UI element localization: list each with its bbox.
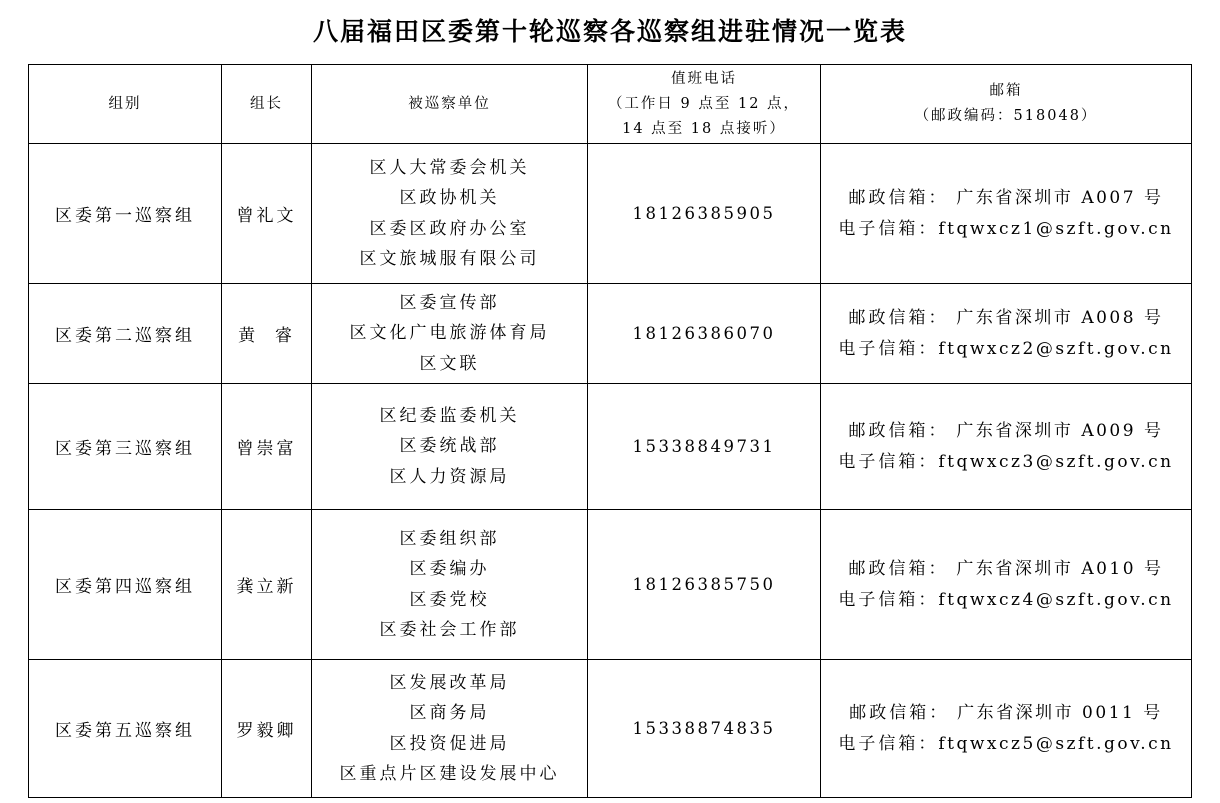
table-row [29,660,1192,798]
group-name: 区委第三巡察组 [29,384,222,510]
inspected-unit: 区委社会工作部 [379,620,520,640]
table-row [29,284,1192,384]
inspected-unit: 区重点片区建设发展中心 [339,764,560,784]
duty-phone: 18126385905 [588,144,821,284]
inspected-unit: 区委编办 [409,559,490,579]
inspected-unit: 区人力资源局 [389,466,510,487]
inspected-units [312,384,588,510]
email-address: ftqwxcz3@szft.gov.cn [938,451,1174,472]
duty-phone: 18126386070 [588,284,821,384]
inspected-units [312,660,588,798]
header-group: 组别 [29,65,222,144]
email-label: 电子信箱： [838,451,939,472]
email-line [821,447,1191,478]
header-phone-title: 值班电话 [671,70,737,87]
table-row [29,144,1192,284]
email-address: ftqwxcz1@szft.gov.cn [938,218,1174,239]
mailbox-cell [821,660,1192,798]
postal-address: 广东省深圳市 A010 号 [956,558,1164,579]
email-address: ftqwxcz2@szft.gov.cn [938,338,1174,359]
header-mail [821,65,1192,144]
postal-address: 广东省深圳市 A007 号 [956,187,1164,208]
email-label: 电子信箱： [838,338,939,359]
inspected-unit: 区委统战部 [399,436,500,457]
postal-line [821,183,1191,214]
mailbox-cell [821,384,1192,510]
inspected-unit: 区政协机关 [399,188,500,208]
page-title: 八届福田区委第十轮巡察各巡察组进驻情况一览表 [312,17,907,46]
leader-name: 黄 睿 [222,284,312,384]
postal-label: 邮政信箱： [848,187,949,208]
postal-line [821,303,1191,334]
postal-label: 邮政信箱： [848,420,949,441]
postal-line [821,698,1191,729]
inspection-group-table [28,64,1192,798]
header-units: 被巡察单位 [312,65,588,144]
inspected-unit: 区投资促进局 [389,733,510,754]
inspected-unit: 区纪委监委机关 [379,405,520,426]
postal-line [821,416,1191,447]
inspected-unit: 区文联 [419,353,480,374]
postal-address: 广东省深圳市 A009 号 [956,420,1164,441]
inspected-unit: 区委区政府办公室 [369,218,530,239]
mailbox-cell [821,510,1192,660]
postal-address: 广东省深圳市 0011 号 [957,702,1163,723]
group-name: 区委第五巡察组 [29,660,222,798]
email-line [821,729,1191,760]
group-name: 区委第一巡察组 [29,144,222,284]
duty-phone: 15338849731 [588,384,821,510]
email-line [821,334,1191,365]
inspected-unit: 区委组织部 [399,528,500,549]
email-line [821,214,1191,245]
postal-label: 邮政信箱： [849,702,950,723]
header-leader: 组长 [222,65,312,144]
postal-line [821,554,1191,585]
leader-name: 罗毅卿 [222,660,312,798]
inspected-unit: 区文旅城服有限公司 [359,249,540,269]
duty-phone: 15338874835 [588,660,821,798]
inspected-units [312,284,588,384]
group-name: 区委第二巡察组 [29,284,222,384]
table-row [29,510,1192,660]
table-header-row [29,65,1192,144]
header-phone-note-2: 14 点至 18 点接听） [622,120,786,137]
inspected-units [312,144,588,284]
leader-name: 曾礼文 [222,144,312,284]
email-address: ftqwxcz5@szft.gov.cn [938,733,1174,754]
postal-address: 广东省深圳市 A008 号 [956,307,1164,328]
inspected-unit: 区发展改革局 [389,672,510,693]
header-phone-note-1: （工作日 9 点至 12 点， [607,95,801,112]
header-mail-note: （邮政编码：518048） [914,108,1098,124]
email-label: 电子信箱： [838,218,939,239]
email-label: 电子信箱： [838,589,939,610]
table-row [29,384,1192,510]
email-line [821,585,1191,616]
leader-name: 龚立新 [222,510,312,660]
inspected-unit: 区委宣传部 [399,292,500,313]
postal-label: 邮政信箱： [848,307,949,328]
duty-phone: 18126385750 [588,510,821,660]
inspected-unit: 区人大常委会机关 [369,157,530,178]
inspected-unit: 区文化广电旅游体育局 [349,323,550,344]
inspected-units [312,510,588,660]
mailbox-cell [821,284,1192,384]
inspected-unit: 区商务局 [409,703,490,723]
email-address: ftqwxcz4@szft.gov.cn [938,589,1174,610]
postal-label: 邮政信箱： [848,558,949,579]
header-phone [588,65,821,144]
inspected-unit: 区委党校 [409,589,490,610]
leader-name: 曾崇富 [222,384,312,510]
mailbox-cell [821,144,1192,284]
email-label: 电子信箱： [838,733,939,754]
group-name: 区委第四巡察组 [29,510,222,660]
header-mail-title: 邮箱 [989,83,1023,99]
